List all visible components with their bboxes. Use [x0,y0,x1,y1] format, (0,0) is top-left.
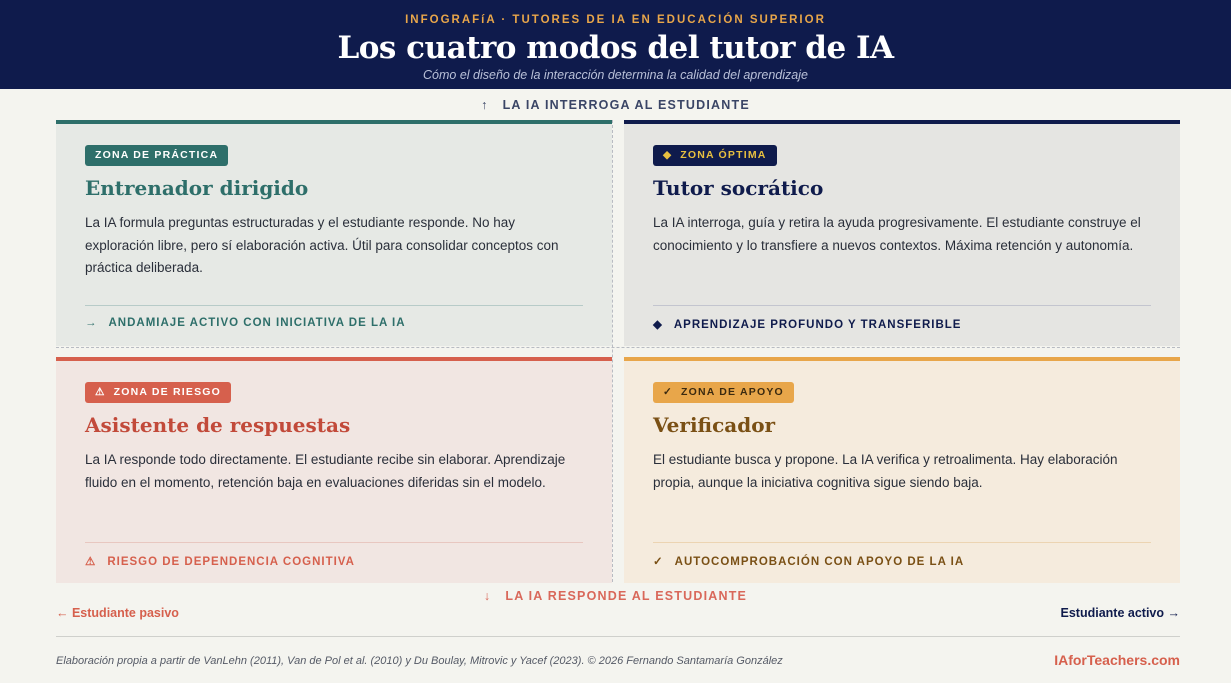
header-banner [0,0,1231,89]
badge-label: ZONA ÓPTIMA [680,149,767,161]
quadrant-title: Tutor socrático [653,176,824,200]
arrow-up-icon: ↑ [481,98,489,112]
axis-top-label [0,98,1231,112]
badge-label: ZONA DE APOYO [681,386,784,398]
badge-label: ZONA DE RIESGO [113,386,222,398]
checkmark-icon: ✓ [653,556,664,568]
horizontal-axis-line [56,347,1180,348]
badge-label: ZONA DE PRÁCTICA [95,149,219,161]
quadrant-description: La IA formula preguntas estructuradas y el estudiante responde. No hay exploración libre, pero sí elaboración activa. Útil para consolidar conceptos con práctica deliberada. [85,215,559,275]
header-kicker: INFOGRAFíA · TUTORES DE IA EN EDUCACIÓN SUPERIOR [405,14,826,26]
badge-practice-zone [85,145,228,166]
vertical-axis-line [612,120,613,582]
brand-link[interactable]: IAforTeachers.com [1054,652,1180,668]
quadrant-outcome [653,317,961,331]
warning-icon: ⚠ [95,386,106,398]
diamond-icon: ◆ [663,149,673,161]
footer-divider [56,636,1180,637]
quadrant-description: El estudiante busca y propone. La IA verifica y retroalimenta. Hay elaboración propia, aunque la iniciativa cognitiva sigue siendo baja. [653,452,1118,490]
outcome-label: RIESGO DE DEPENDENCIA COGNITIVA [107,556,355,568]
divider [653,542,1151,543]
quadrant-description: La IA interroga, guía y retira la ayuda progresivamente. El estudiante construye el conocimiento y lo transfiere a nuevos contextos. Máxima retención y autonomía. [653,215,1141,253]
outcome-label: AUTOCOMPROBACIÓN CON APOYO DE LA IA [674,556,965,568]
badge-optimal-zone [653,145,777,166]
credits-text: Elaboración propia a partir de VanLehn (2011), Van de Pol et al. (2010) y Du Boulay, Mitrovic y Yacef (2023). © 2026 Fernando Santamaría González [56,655,783,667]
quadrant-practice [56,120,612,346]
quadrant-outcome [85,554,355,568]
diamond-icon: ◆ [653,319,663,331]
badge-support-zone [653,382,794,403]
quadrant-outcome [85,317,406,329]
badge-risk-zone [85,382,231,403]
outcome-label: ANDAMIAJE ACTIVO CON INICIATIVA DE LA IA [108,317,406,329]
outcome-label: APRENDIZAJE PROFUNDO Y TRANSFERIBLE [673,319,962,331]
page-title: Los cuatro modos del tutor de IA [337,30,894,66]
axis-bottom-text: LA IA RESPONDE AL ESTUDIANTE [505,589,748,603]
axis-bottom-label [0,589,1231,603]
quadrant-title: Entrenador dirigido [85,176,309,200]
quadrant-description: La IA responde todo directamente. El estudiante recibe sin elaborar. Aprendizaje fluido en el momento, retención baja en evaluaciones diferidas sin el modelo. [85,452,566,490]
checkmark-icon: ✓ [663,386,673,398]
arrow-down-icon: ↓ [483,589,492,603]
divider [85,305,583,306]
pole-active-student: Estudiante activo → [1060,606,1180,620]
divider [85,542,583,543]
quadrant-title: Verificador [653,413,776,437]
pole-passive-student: ← Estudiante pasivo [56,606,179,620]
quadrant-title: Asistente de respuestas [85,413,351,437]
quadrant-risk [56,357,612,583]
quadrant-outcome [653,554,964,568]
quadrant-optimal [624,120,1180,346]
warning-icon: ⚠ [85,556,97,568]
divider [653,305,1151,306]
axis-top-text: LA IA INTERROGA AL ESTUDIANTE [502,98,750,112]
arrow-right-icon: → [85,317,98,329]
quadrant-support [624,357,1180,583]
page-subtitle: Cómo el diseño de la interacción determina la calidad del aprendizaje [423,68,808,82]
